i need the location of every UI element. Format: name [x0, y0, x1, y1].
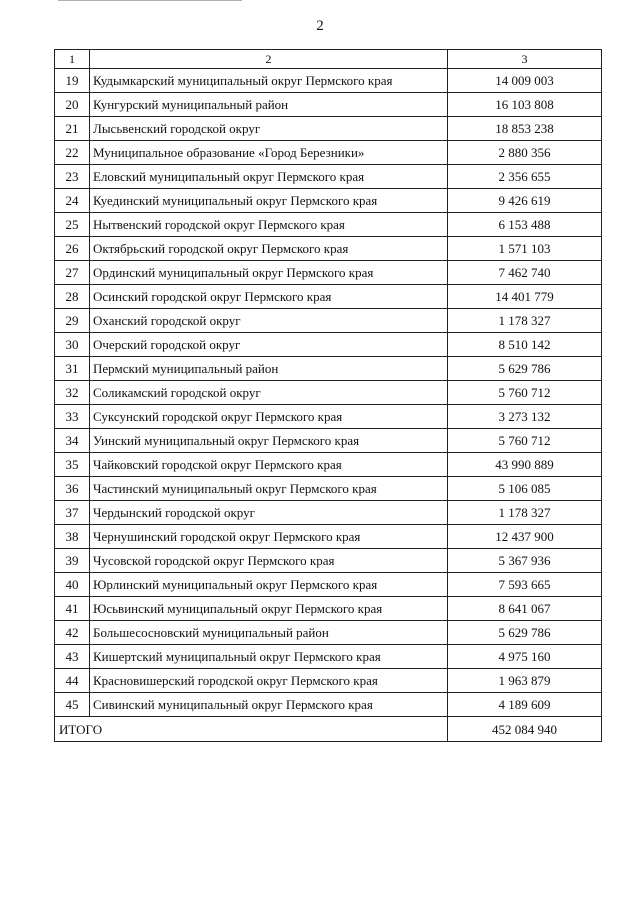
municipality-name: Уинский муниципальный округ Пермского края	[90, 429, 448, 453]
table-row	[55, 693, 602, 717]
municipality-name: Нытвенский городской округ Пермского края	[90, 213, 448, 237]
row-number: 36	[55, 477, 90, 501]
table-row	[55, 525, 602, 549]
amount-value: 5 760 712	[448, 381, 602, 405]
row-number: 34	[55, 429, 90, 453]
amount-value: 1 178 327	[448, 309, 602, 333]
row-number: 23	[55, 165, 90, 189]
amount-value: 2 356 655	[448, 165, 602, 189]
column-header-amount: 3	[448, 50, 602, 69]
amount-value: 1 963 879	[448, 669, 602, 693]
row-number: 41	[55, 597, 90, 621]
row-number: 20	[55, 93, 90, 117]
amount-value: 5 760 712	[448, 429, 602, 453]
scan-edge-line	[58, 0, 242, 1]
municipality-name: Чусовской городской округ Пермского края	[90, 549, 448, 573]
amount-value: 5 106 085	[448, 477, 602, 501]
municipality-name: Еловский муниципальный округ Пермского края	[90, 165, 448, 189]
municipality-name: Октябрьский городской округ Пермского края	[90, 237, 448, 261]
table-row	[55, 165, 602, 189]
municipality-name: Ординский муниципальный округ Пермского края	[90, 261, 448, 285]
column-header-number: 1	[55, 50, 90, 69]
table-body	[55, 50, 602, 742]
row-number: 35	[55, 453, 90, 477]
table-row	[55, 237, 602, 261]
municipality-name: Оханский городской округ	[90, 309, 448, 333]
amount-value: 8 510 142	[448, 333, 602, 357]
table-header-row	[55, 50, 602, 69]
row-number: 42	[55, 621, 90, 645]
municipality-name: Очерский городской округ	[90, 333, 448, 357]
municipality-name: Кунгурский муниципальный район	[90, 93, 448, 117]
table-row	[55, 381, 602, 405]
row-number: 32	[55, 381, 90, 405]
amount-value: 1 571 103	[448, 237, 602, 261]
municipality-name: Куединский муниципальный округ Пермского края	[90, 189, 448, 213]
municipality-name: Чердынский городской округ	[90, 501, 448, 525]
municipality-name: Большесосновский муниципальный район	[90, 621, 448, 645]
column-header-name: 2	[90, 50, 448, 69]
allocation-table	[54, 49, 602, 742]
table-row	[55, 117, 602, 141]
municipality-name: Пермский муниципальный район	[90, 357, 448, 381]
table-row	[55, 309, 602, 333]
table-row	[55, 285, 602, 309]
table-row	[55, 69, 602, 93]
table-row	[55, 573, 602, 597]
amount-value: 16 103 808	[448, 93, 602, 117]
row-number: 27	[55, 261, 90, 285]
amount-value: 4 189 609	[448, 693, 602, 717]
row-number: 30	[55, 333, 90, 357]
amount-value: 6 153 488	[448, 213, 602, 237]
amount-value: 18 853 238	[448, 117, 602, 141]
municipality-name: Соликамский городской округ	[90, 381, 448, 405]
table-row	[55, 669, 602, 693]
municipality-name: Осинский городской округ Пермского края	[90, 285, 448, 309]
municipality-name: Красновишерский городской округ Пермского края	[90, 669, 448, 693]
table-row	[55, 357, 602, 381]
row-number: 38	[55, 525, 90, 549]
amount-value: 9 426 619	[448, 189, 602, 213]
municipality-name: Чернушинский городской округ Пермского края	[90, 525, 448, 549]
amount-value: 8 641 067	[448, 597, 602, 621]
table-row	[55, 453, 602, 477]
table-row	[55, 141, 602, 165]
table-row	[55, 93, 602, 117]
table-row	[55, 549, 602, 573]
amount-value: 7 462 740	[448, 261, 602, 285]
amount-value: 14 009 003	[448, 69, 602, 93]
amount-value: 3 273 132	[448, 405, 602, 429]
amount-value: 43 990 889	[448, 453, 602, 477]
table-row	[55, 261, 602, 285]
row-number: 19	[55, 69, 90, 93]
row-number: 29	[55, 309, 90, 333]
row-number: 40	[55, 573, 90, 597]
table-row	[55, 189, 602, 213]
municipality-name: Кишертский муниципальный округ Пермского края	[90, 645, 448, 669]
amount-value: 5 367 936	[448, 549, 602, 573]
row-number: 37	[55, 501, 90, 525]
row-number: 43	[55, 645, 90, 669]
row-number: 33	[55, 405, 90, 429]
row-number: 44	[55, 669, 90, 693]
municipality-name: Юрлинский муниципальный округ Пермского края	[90, 573, 448, 597]
amount-value: 5 629 786	[448, 621, 602, 645]
amount-value: 1 178 327	[448, 501, 602, 525]
table-row	[55, 405, 602, 429]
table-row	[55, 333, 602, 357]
amount-value: 2 880 356	[448, 141, 602, 165]
row-number: 31	[55, 357, 90, 381]
table-row	[55, 429, 602, 453]
row-number: 45	[55, 693, 90, 717]
row-number: 24	[55, 189, 90, 213]
row-number: 25	[55, 213, 90, 237]
table-row	[55, 477, 602, 501]
municipality-name: Суксунский городской округ Пермского края	[90, 405, 448, 429]
municipality-name: Частинский муниципальный округ Пермского края	[90, 477, 448, 501]
table-row	[55, 621, 602, 645]
municipality-name: Сивинский муниципальный округ Пермского края	[90, 693, 448, 717]
municipality-name: Чайковский городской округ Пермского края	[90, 453, 448, 477]
total-amount: 452 084 940	[448, 717, 602, 742]
total-row	[55, 717, 602, 742]
table-row	[55, 213, 602, 237]
table-row	[55, 597, 602, 621]
amount-value: 12 437 900	[448, 525, 602, 549]
page-number: 2	[316, 18, 324, 34]
row-number: 21	[55, 117, 90, 141]
table-row	[55, 645, 602, 669]
table-row	[55, 501, 602, 525]
row-number: 28	[55, 285, 90, 309]
total-label: ИТОГО	[55, 717, 448, 742]
row-number: 22	[55, 141, 90, 165]
amount-value: 14 401 779	[448, 285, 602, 309]
municipality-name: Юсьвинский муниципальный округ Пермского края	[90, 597, 448, 621]
municipality-name: Лысьвенский городской округ	[90, 117, 448, 141]
municipality-name: Кудымкарский муниципальный округ Пермского края	[90, 69, 448, 93]
amount-value: 4 975 160	[448, 645, 602, 669]
amount-value: 5 629 786	[448, 357, 602, 381]
row-number: 39	[55, 549, 90, 573]
amount-value: 7 593 665	[448, 573, 602, 597]
row-number: 26	[55, 237, 90, 261]
municipality-name: Муниципальное образование «Город Березники»	[90, 141, 448, 165]
